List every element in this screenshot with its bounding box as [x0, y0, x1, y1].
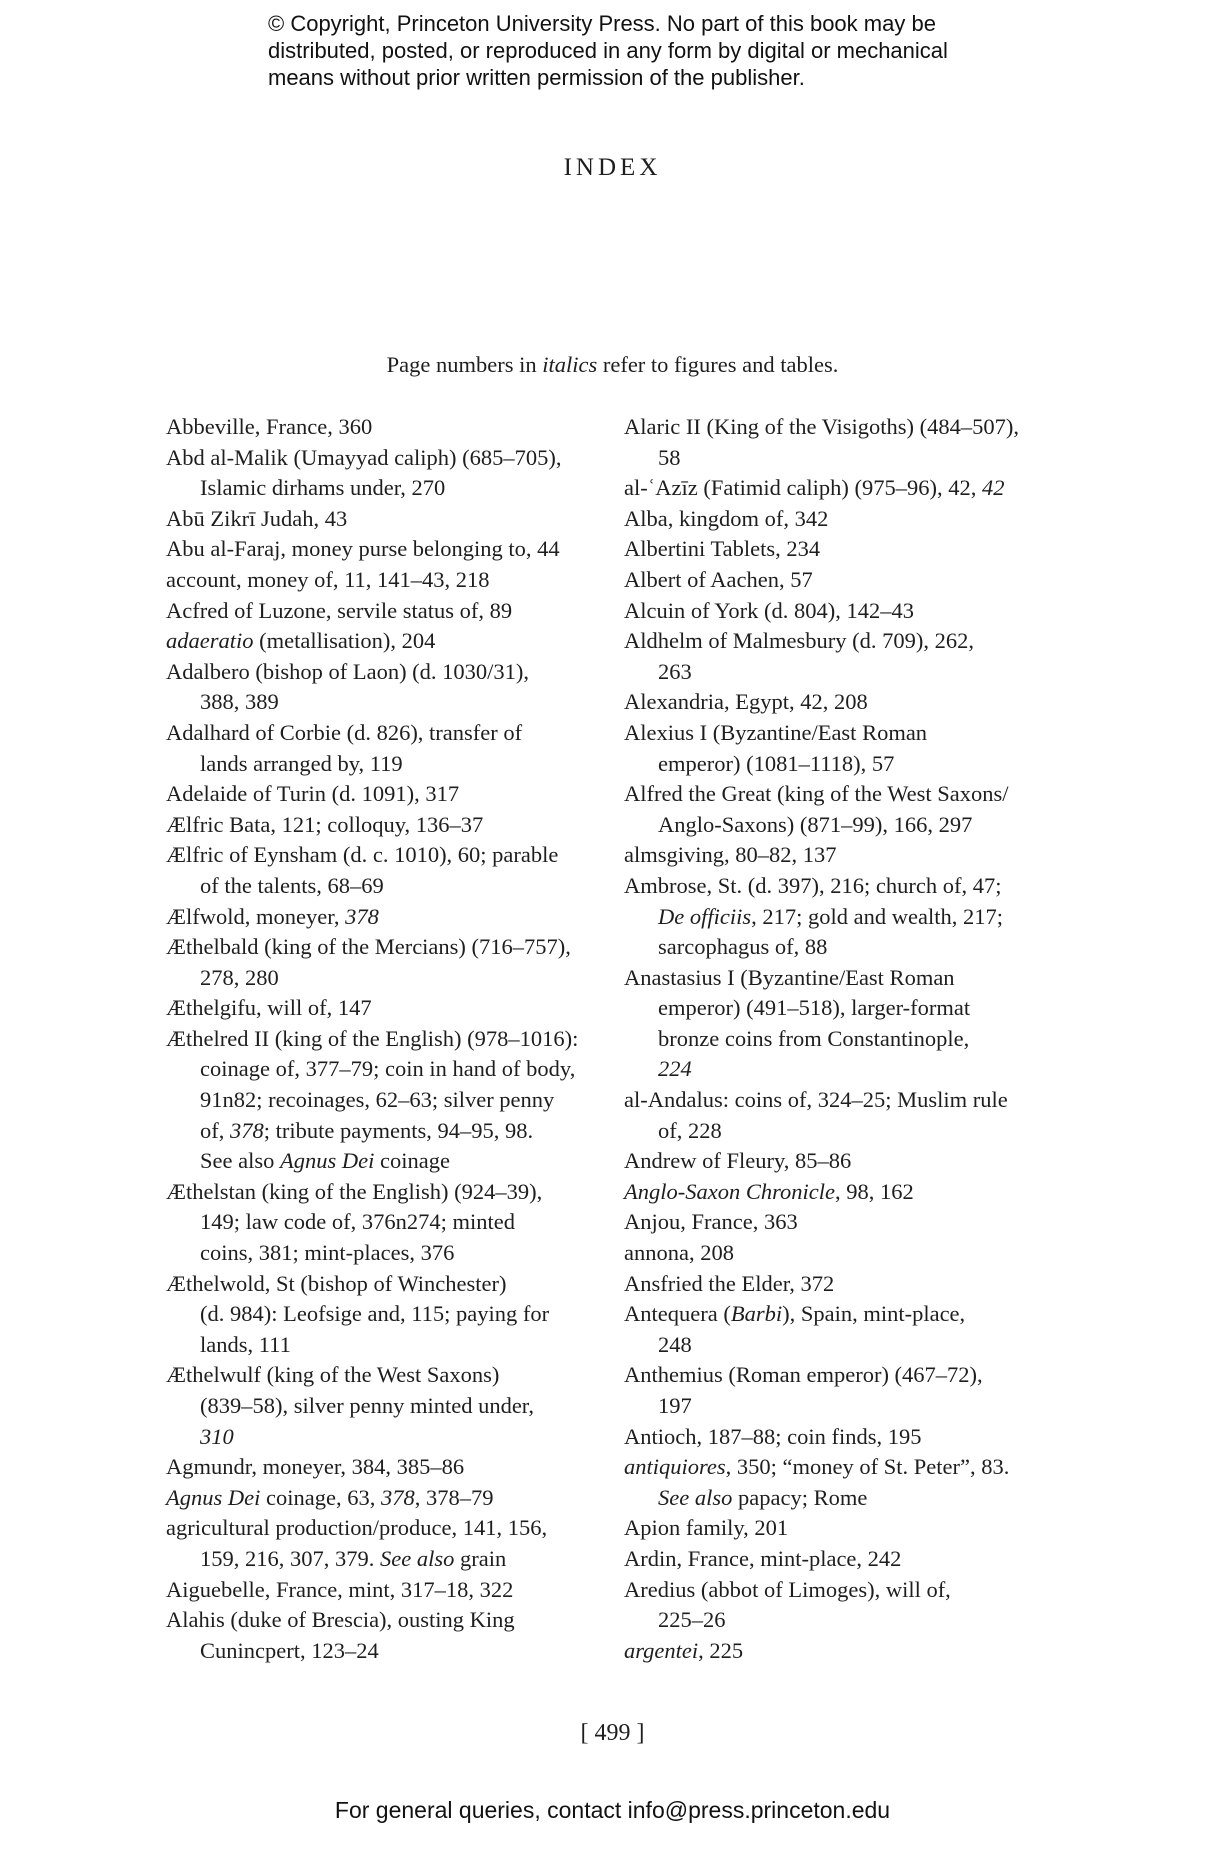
index-entry: [624, 1513, 1044, 1544]
index-entry-line: See also papacy; Rome: [658, 1484, 868, 1510]
index-entry-line: of, 378; tribute payments, 94–95, 98.: [200, 1117, 534, 1143]
index-entry-line: coins, 381; mint-places, 376: [200, 1240, 455, 1266]
index-entry: [624, 473, 1044, 504]
index-entry-line: (839–58), silver penny minted under,: [200, 1393, 535, 1418]
index-entry-line: adaeratio (metallisation), 204: [166, 628, 436, 654]
index-entry: [624, 565, 1044, 596]
index-entry-line: Anglo-Saxon Chronicle, 98, 162: [624, 1178, 914, 1204]
index-entry: [624, 840, 1044, 871]
index-entry-line: Aldhelm of Malmesbury (d. 709), 262,: [624, 628, 974, 654]
index-entry: [624, 1238, 1044, 1269]
index-entry-line: Adalhard of Corbie (d. 826), transfer of: [166, 719, 523, 745]
index-entry-line: 310: [200, 1423, 234, 1449]
italics-note: Page numbers in italics refer to figures and tables.: [386, 352, 839, 377]
index-entry: [166, 1452, 606, 1483]
index-entry-line: Adelaide of Turin (d. 1091), 317: [166, 781, 460, 807]
index-entry: [624, 596, 1044, 627]
index-entry: [166, 565, 606, 596]
index-entry-line: Agmundr, moneyer, 384, 385–86: [166, 1454, 465, 1480]
index-entry: [624, 687, 1044, 718]
index-entry-line: Alexius I (Byzantine/East Roman: [624, 719, 928, 745]
index-entry-line: 225–26: [658, 1607, 726, 1633]
index-column-right: [624, 412, 1044, 1666]
index-entry-line: Æthelred II (king of the English) (978–1016):: [166, 1025, 579, 1051]
index-entry-line: 91n82; recoinages, 62–63; silver penny: [200, 1087, 555, 1113]
index-entry-line: Andrew of Fleury, 85–86: [624, 1148, 852, 1174]
index-entry: [166, 596, 606, 627]
index-entry: [166, 718, 606, 779]
index-entry-line: Ansfried the Elder, 372: [624, 1270, 835, 1296]
index-entry: [166, 1513, 606, 1574]
index-entry-line: See also Agnus Dei coinage: [200, 1148, 450, 1174]
index-entry: [624, 504, 1044, 535]
index-entry: [166, 657, 606, 718]
index-entry: [166, 902, 606, 933]
index-entry: [624, 871, 1044, 963]
index-entry: [166, 932, 606, 993]
index-entry-line: 388, 389: [200, 689, 279, 715]
index-entry-line: Abu al-Faraj, money purse belonging to, 44: [166, 536, 560, 562]
index-entry-line: lands arranged by, 119: [200, 750, 403, 776]
index-entry-line: Æthelstan (king of the English) (924–39),: [166, 1178, 543, 1204]
index-entry-line: Acfred of Luzone, servile status of, 89: [166, 597, 513, 623]
index-entry: [166, 1024, 606, 1177]
page-number: [ 499 ]: [580, 1720, 645, 1746]
index-entry-line: Ambrose, St. (d. 397), 216; church of, 47;: [624, 872, 1002, 898]
index-entry: [624, 1085, 1044, 1146]
index-entry: [166, 1177, 606, 1269]
index-entry: [166, 1605, 606, 1666]
index-entry-line: Abd al-Malik (Umayyad caliph) (685–705),: [166, 444, 562, 470]
index-entry-line: 58: [658, 444, 681, 470]
index-entry-line: account, money of, 11, 141–43, 218: [166, 566, 490, 592]
index-entry-line: lands, 111: [200, 1331, 291, 1357]
index-entry: [624, 1299, 1044, 1360]
index-entry-line: Ardin, France, mint-place, 242: [624, 1545, 902, 1571]
index-entry-line: Antequera (Barbi), Spain, mint-place,: [624, 1301, 966, 1327]
index-entry-line: Abbeville, France, 360: [166, 414, 373, 439]
index-entry-line: antiquiores, 350; “money of St. Peter”, 83.: [624, 1454, 1010, 1480]
index-entry: [624, 1177, 1044, 1208]
index-entry-line: Alaric II (King of the Visigoths) (484–507),: [624, 414, 1020, 439]
index-entry-line: al-ʿAzīz (Fatimid caliph) (975–96), 42, 42: [624, 475, 1005, 501]
index-entry: [166, 504, 606, 535]
index-entry: [624, 718, 1044, 779]
index-entry-line: coinage of, 377–79; coin in hand of body,: [200, 1056, 576, 1082]
index-entry-line: Agnus Dei coinage, 63, 378, 378–79: [166, 1484, 494, 1510]
page-title: INDEX: [563, 154, 662, 181]
index-entry: [624, 534, 1044, 565]
index-entry: [624, 1544, 1044, 1575]
index-entry-line: De officiis, 217; gold and wealth, 217;: [658, 903, 1003, 929]
index-entry: [624, 1575, 1044, 1636]
index-entry-line: Aredius (abbot of Limoges), will of,: [624, 1576, 951, 1602]
index-entry-line: al-Andalus: coins of, 324–25; Muslim rule: [624, 1087, 1008, 1113]
index-entry-line: Alcuin of York (d. 804), 142–43: [624, 597, 914, 623]
index-entry: [624, 1207, 1044, 1238]
index-entry: [624, 1636, 1044, 1667]
index-entry-line: Anjou, France, 363: [624, 1209, 798, 1235]
copyright-line: distributed, posted, or reproduced in any form by digital or mechanical: [268, 38, 948, 63]
index-entry-line: Antioch, 187–88; coin finds, 195: [624, 1423, 922, 1449]
index-entry-line: of, 228: [658, 1117, 722, 1143]
index-entry: [624, 1146, 1044, 1177]
index-column-left: [166, 412, 606, 1666]
index-entry-line: Æthelwulf (king of the West Saxons): [166, 1362, 500, 1388]
index-entry-line: Aiguebelle, France, mint, 317–18, 322: [166, 1576, 514, 1602]
footer-contact: For general queries, contact info@press.princeton.edu: [334, 1797, 891, 1823]
index-entry-line: Æthelwold, St (bishop of Winchester): [166, 1270, 507, 1296]
index-entry-line: Alahis (duke of Brescia), ousting King: [166, 1607, 515, 1633]
index-entry-line: bronze coins from Constantinople,: [658, 1025, 970, 1051]
index-entry-line: 224: [658, 1056, 692, 1082]
index-entry: [624, 779, 1044, 840]
index-entry: [624, 1422, 1044, 1453]
index-entry-line: 149; law code of, 376n274; minted: [200, 1209, 515, 1235]
index-entry: [624, 1452, 1044, 1513]
index-entry-line: Æthelgifu, will of, 147: [166, 995, 372, 1021]
index-entry-line: almsgiving, 80–82, 137: [624, 842, 837, 868]
index-entry: [166, 443, 606, 504]
copyright-notice: [268, 10, 1028, 91]
index-entry-line: Adalbero (bishop of Laon) (d. 1030/31),: [166, 658, 530, 684]
index-entry-line: argentei, 225: [624, 1637, 744, 1663]
index-entry: [166, 534, 606, 565]
index-entry-line: 248: [658, 1331, 692, 1357]
index-entry-line: Albertini Tablets, 234: [624, 536, 821, 562]
index-entry: [166, 626, 606, 657]
index-entry: [166, 1269, 606, 1361]
index-entry-line: Ælfric of Eynsham (d. c. 1010), 60; parable: [166, 842, 559, 868]
index-entry: [624, 963, 1044, 1085]
index-entry-line: sarcophagus of, 88: [658, 934, 828, 960]
index-entry: [166, 1575, 606, 1606]
copyright-line: © Copyright, Princeton University Press. No part of this book may be: [268, 11, 936, 36]
index-entry-line: (d. 984): Leofsige and, 115; paying for: [200, 1301, 550, 1327]
index-entry: [166, 810, 606, 841]
index-entry-line: 159, 216, 307, 379. See also grain: [200, 1545, 507, 1571]
index-entry: [166, 840, 606, 901]
index-entry-line: 278, 280: [200, 964, 279, 990]
index-entry: [624, 412, 1044, 473]
index-entry-line: Islamic dirhams under, 270: [200, 475, 446, 501]
index-entry-line: Anglo-Saxons) (871–99), 166, 297: [658, 811, 973, 837]
index-entry-line: annona, 208: [624, 1240, 734, 1266]
index-entry-line: emperor) (1081–1118), 57: [658, 750, 895, 776]
copyright-line: means without prior written permission of the publisher.: [268, 65, 805, 90]
index-entry-line: Albert of Aachen, 57: [624, 566, 813, 592]
index-entry-line: Alfred the Great (king of the West Saxons/: [624, 781, 1009, 807]
index-entry: [624, 1269, 1044, 1300]
index-entry-line: agricultural production/produce, 141, 156,: [166, 1515, 548, 1541]
index-entry: [166, 1360, 606, 1452]
index-entry-line: emperor) (491–518), larger-format: [658, 995, 971, 1021]
index-entry: [166, 412, 606, 443]
index-entry-line: 197: [658, 1393, 692, 1418]
index-entry-line: 263: [658, 658, 692, 684]
index-entry-line: Anastasius I (Byzantine/East Roman: [624, 964, 955, 990]
index-entry-line: Anthemius (Roman emperor) (467–72),: [624, 1362, 983, 1388]
index-entry-line: Abū Zikrī Judah, 43: [166, 505, 348, 531]
index-entry-line: Apion family, 201: [624, 1515, 789, 1541]
index-entry-line: Ælfwold, moneyer, 378: [166, 903, 379, 929]
index-entry-line: Alexandria, Egypt, 42, 208: [624, 689, 868, 715]
index-entry-line: Æthelbald (king of the Mercians) (716–757),: [166, 934, 571, 960]
index-entry: [624, 626, 1044, 687]
index-entry: [166, 779, 606, 810]
index-entry: [166, 1483, 606, 1514]
index-entry: [624, 1360, 1044, 1421]
index-entry-line: Ælfric Bata, 121; colloquy, 136–37: [166, 811, 484, 837]
index-entry: [166, 993, 606, 1024]
index-entry-line: Alba, kingdom of, 342: [624, 505, 829, 531]
index-entry-line: of the talents, 68–69: [200, 872, 384, 898]
index-entry-line: Cunincpert, 123–24: [200, 1637, 379, 1663]
